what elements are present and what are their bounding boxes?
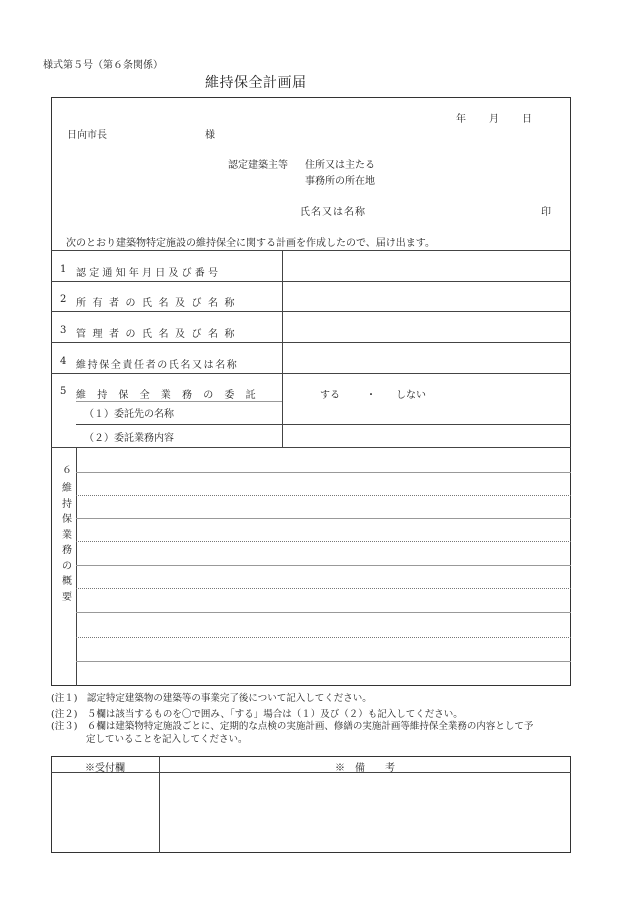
row-3-label: 管理者の氏名及び名称 xyxy=(76,329,241,340)
writing-line xyxy=(76,661,571,662)
row-line xyxy=(51,311,571,312)
sub-row-contractor-name: （１）委託先の名称 xyxy=(84,409,174,420)
header-divider xyxy=(51,250,571,251)
owner-label: 認定建築主等 xyxy=(228,160,288,171)
row-line xyxy=(51,447,571,448)
remarks-label: ※ 備 考 xyxy=(335,763,395,774)
note-2: (注２) ５欄は該当するものを〇で囲み、「する」場合は（１）及び（２）も記入してください。 xyxy=(51,709,463,720)
entrust-no-option: しない xyxy=(396,390,426,401)
writing-line xyxy=(76,495,571,496)
page-title: 維持保全計画届 xyxy=(205,75,307,91)
section-6-divider xyxy=(76,447,77,686)
address-label-1: 住所又は主たる xyxy=(305,160,375,171)
address-label-2: 事務所の所在地 xyxy=(305,176,375,187)
row-line xyxy=(76,424,571,425)
row-3-number: 3 xyxy=(60,325,67,336)
writing-line xyxy=(76,541,571,542)
date-month: 月 xyxy=(489,114,499,125)
row-2-label: 所有者の氏名及び名称 xyxy=(76,298,241,309)
writing-line xyxy=(76,637,571,638)
writing-line xyxy=(76,518,571,519)
writing-line xyxy=(76,588,571,589)
row-1-number: 1 xyxy=(60,264,67,275)
writing-line xyxy=(76,565,571,566)
entrust-separator: ・ xyxy=(366,390,376,401)
section-6-number: ６ xyxy=(62,465,72,476)
row-4-label: 維持保全責任者の氏名又は名称 xyxy=(76,360,239,371)
row-5-number: 5 xyxy=(60,386,67,397)
section-6-label: 維持保業務の概要 xyxy=(62,483,72,603)
column-divider xyxy=(282,250,283,447)
writing-line xyxy=(76,472,571,473)
note-1: (注１) 認定特定建築物の建築等の事業完了後について記入してください。 xyxy=(51,693,372,704)
row-line xyxy=(51,373,571,374)
date-year: 年 xyxy=(456,114,466,125)
row-line xyxy=(51,281,571,282)
writing-line xyxy=(76,612,571,613)
row-1-label: 認定通知年月日及び番号 xyxy=(76,268,222,279)
row-4-number: 4 xyxy=(60,356,67,367)
statement: 次のとおり建築物特定施設の維持保全に関する計画を作成したので、届け出ます。 xyxy=(66,238,435,249)
row-2-number: 2 xyxy=(60,294,67,305)
entrust-yes-option: する xyxy=(320,390,340,401)
addressee: 日向市長 xyxy=(67,130,107,141)
note-3: (注３) ６欄は建築物特定施設ごとに、定期的な点検の実施計画、修繕の実施計画等維持保全業務の内容として予 xyxy=(51,721,534,732)
sub-row-line xyxy=(76,401,282,402)
row-line xyxy=(51,342,571,343)
row-5-label: 維持保全業務の委託 xyxy=(76,390,267,401)
reception-label: ※受付欄 xyxy=(85,763,125,774)
seal-mark: 印 xyxy=(541,207,551,218)
honorific: 様 xyxy=(205,130,215,141)
sub-row-contract-content: （２）委託業務内容 xyxy=(84,433,174,444)
form-number: 様式第５号（第６条関係） xyxy=(43,60,163,71)
date-day: 日 xyxy=(522,114,532,125)
note-3-continued: 定していることを記入してください。 xyxy=(86,734,248,745)
name-label: 氏名又は名称 xyxy=(300,207,366,218)
